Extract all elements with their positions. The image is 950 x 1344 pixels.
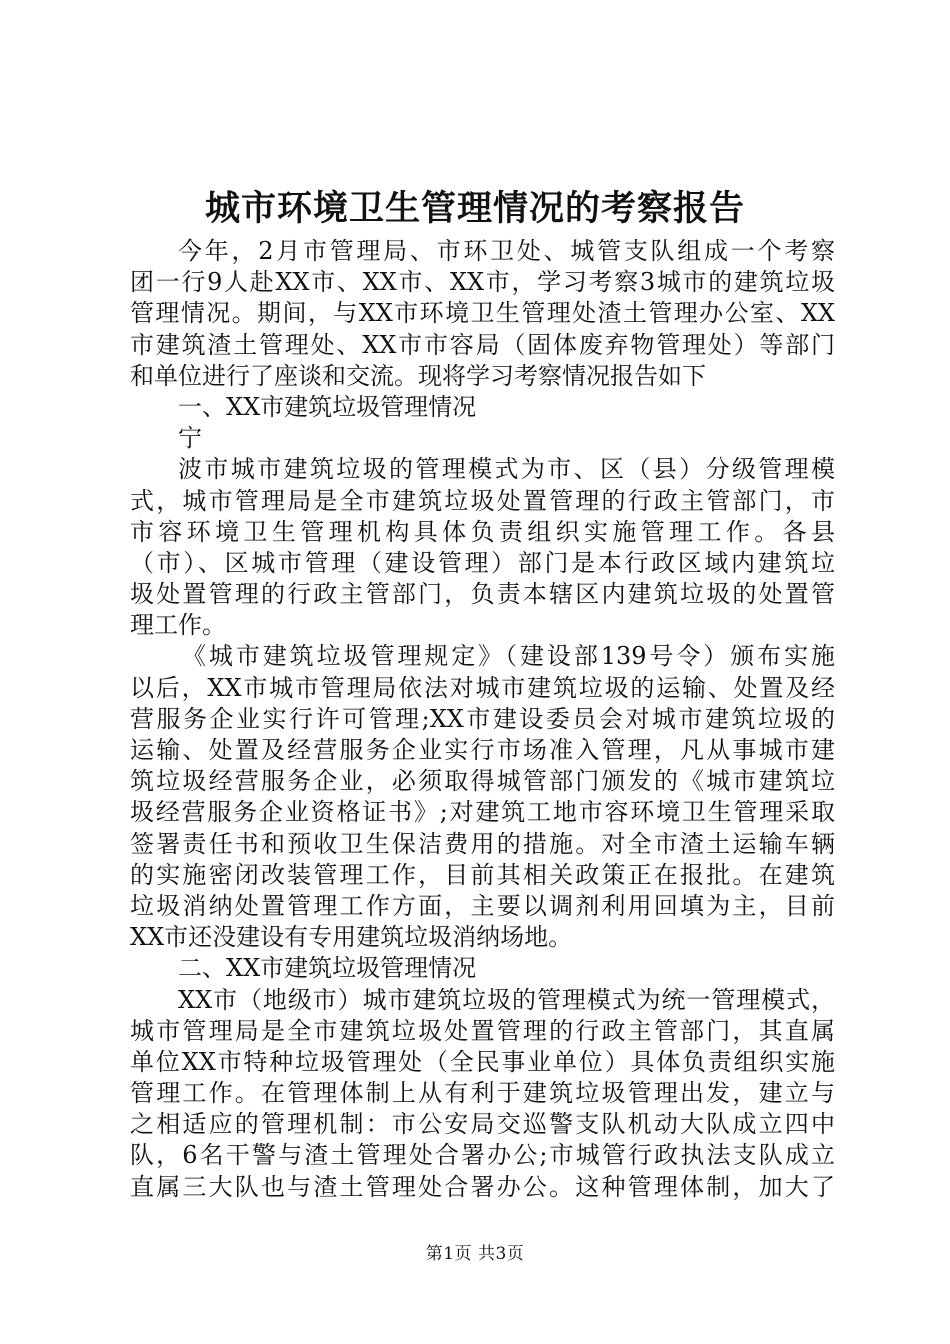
body-line: 签署责任书和预收卫生保洁费用的措施。对全市渣土运输车辆 [130,829,835,858]
body-line: 垃圾消纳处置管理工作方面，主要以调剂利用回填为主，目前 [130,891,835,920]
body-line: （市）、区城市管理（建设管理）部门是本行政区域内建筑垃 [130,548,835,577]
body-line: 之相适应的管理机制：市公安局交巡警支队机动大队成立四中 [130,1110,835,1139]
body-line: XX市还没建设有专用建筑垃圾消纳场地。 [130,923,573,952]
body-line: 市容环境卫生管理机构具体负责组织实施管理工作。各县 [130,517,835,546]
body-line: 《城市建筑垃圾管理规定》（建设部139号令）颁布实施 [182,642,835,671]
body-line: 波市城市建筑垃圾的管理模式为市、区（县）分级管理模 [178,455,835,484]
body-line: 筑垃圾经营服务企业，必须取得城管部门颁发的《城市建筑垃 [130,767,835,796]
body-line: 二、XX市建筑垃圾管理情况 [178,954,477,983]
body-line: 宁 [178,424,202,453]
document-title: 城市环境卫生管理情况的考察报告 [204,189,745,229]
body-line: 一、XX市建筑垃圾管理情况 [178,392,477,421]
body-line: 理工作。 [130,611,226,640]
body-line: 直属三大队也与渣土管理处合署办公。这种管理体制，加大了 [130,1172,835,1201]
body-line: 管理工作。在管理体制上从有利于建筑垃圾管理出发，建立与 [130,1079,835,1108]
page-footer: 第1页 共3页 [425,1244,525,1264]
body-line: 市建筑渣土管理处、XX市市容局（固体废弃物管理处）等部门 [130,330,835,359]
body-line: 的实施密闭改装管理工作，目前其相关政策正在报批。在建筑 [130,860,835,889]
body-line: 式，城市管理局是全市建筑垃圾处置管理的行政主管部门，市 [130,486,835,515]
body-line: 团一行9人赴XX市、XX市、XX市，学习考察3城市的建筑垃圾 [130,268,835,297]
body-line: 以后，XX市城市管理局依法对城市建筑垃圾的运输、处置及经 [130,673,835,702]
body-line: 单位XX市特种垃圾管理处（全民事业单位）具体负责组织实施 [130,1047,835,1076]
body-line: 城市管理局是全市建筑垃圾处置管理的行政主管部门，其直属 [130,1016,835,1045]
body-line: XX市（地级市）城市建筑垃圾的管理模式为统一管理模式， [178,985,835,1014]
body-line: 圾经营服务企业资格证书》;对建筑工地市容环境卫生管理采取 [130,798,835,827]
body-line: 运输、处置及经营服务企业实行市场准入管理，凡从事城市建 [130,736,835,764]
body-line: 圾处置管理的行政主管部门，负责本辖区内建筑垃圾的处置管 [130,580,835,609]
body-line: 今年，2月市管理局、市环卫处、城管支队组成一个考察 [178,237,835,265]
body-line: 和单位进行了座谈和交流。现将学习考察情况报告如下 [130,361,706,390]
body-line: 管理情况。期间，与XX市环境卫生管理处渣土管理办公室、XX [130,299,835,328]
body-line: 队，6名干警与渣土管理处合署办公;市城管行政执法支队成立 [130,1141,835,1170]
document-body [130,236,835,1203]
body-line: 营服务企业实行许可管理;XX市建设委员会对城市建筑垃圾的 [130,704,835,733]
